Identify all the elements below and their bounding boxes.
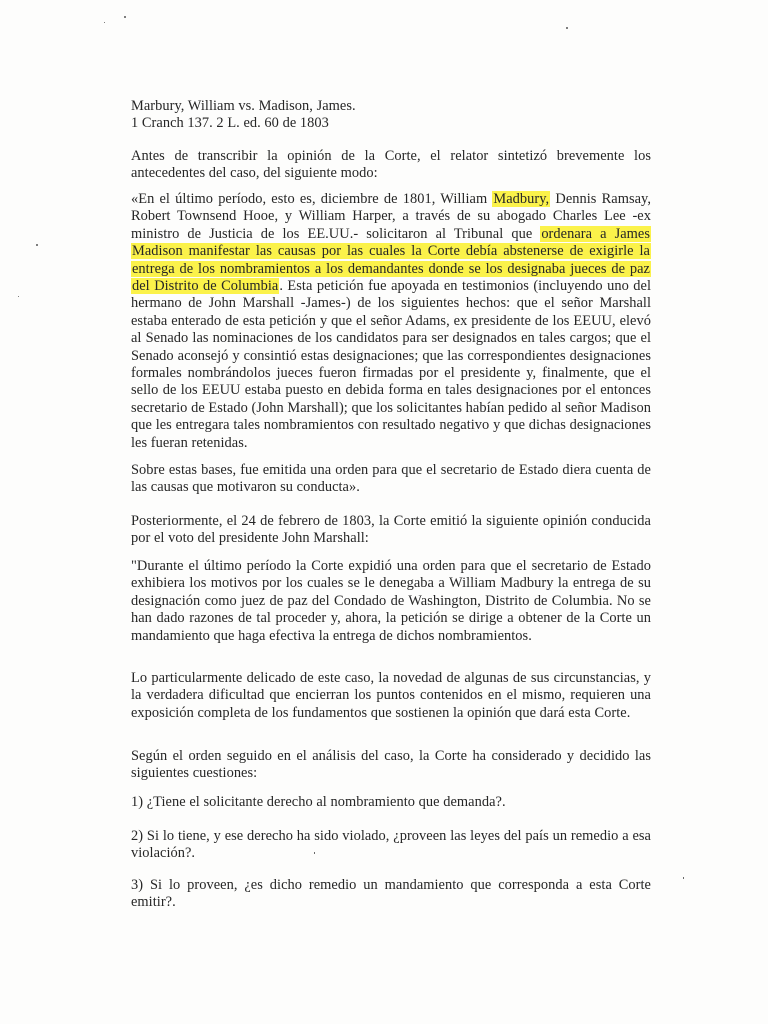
question-3: 3) Si lo proveen, ¿es dicho remedio un mandamiento que corresponda a esta Corte emitir?.: [131, 877, 651, 911]
quote-paragraph: [131, 191, 651, 452]
case-citation: 1 Cranch 137. 2 L. ed. 60 de 1803: [131, 115, 329, 132]
quote-text-2: Dennis Ramsay, Robert Townsend Hooe, y William Harper, a través de su abogado Charles Lee -ex ministro de Justicia de los EE.UU.- solicitaron al Tribunal que: [131, 191, 651, 242]
delicado-paragraph: Lo particularmente delicado de este caso, la novedad de algunas de sus circunstancias, y la verdadera dificultad que encierran los puntos contenidos en el mismo, requieren una exposición completa de los fundamentos que sostienen la opinión que dará esta Corte.: [131, 670, 651, 721]
intro-paragraph: Antes de transcribir la opinión de la Corte, el relator sintetizó brevemente los antecedentes del caso, del siguiente modo:: [131, 148, 651, 182]
question-2: 2) Si lo tiene, y ese derecho ha sido violado, ¿proveen las leyes del país un remedio a esa violación?.: [131, 828, 651, 862]
scan-speck: [683, 877, 684, 879]
bases-paragraph: Sobre estas bases, fue emitida una orden para que el secretario de Estado diera cuenta de las causas que motivaron su conducta».: [131, 462, 651, 496]
scan-speck: [104, 22, 105, 23]
opinion-paragraph: "Durante el último período la Corte expidió una orden para que el secretario de Estado exhibiera los motivos por los cuales se le denegaba a William Madbury la entrega de su designación como juez de paz del Condado de Washington, Distrito de Columbia. No se han dado razones de tal proceder y, ahora, la petición se dirige a obtener de la Corte un mandamiento que haga efectiva la entrega de dichos nombramientos.: [131, 558, 651, 644]
highlight-order: ordenara a James Madison manifestar las causas por las cuales la Corte debía abstenerse de exigirle la entrega de los nombramientos a los demandantes donde se los designaba jueces de paz del Distrito de Columbia: [132, 225, 650, 295]
scan-speck: [124, 16, 126, 18]
posterior-paragraph: Posteriormente, el 24 de febrero de 1803, la Corte emitió la siguiente opinión conducida por el voto del presidente John Marshall:: [131, 513, 651, 547]
case-title: Marbury, William vs. Madison, James.: [131, 98, 356, 114]
scan-speck: [566, 27, 568, 29]
highlight-madbury: Madbury,: [493, 191, 550, 207]
scan-speck: [36, 244, 38, 246]
scan-speck: [18, 296, 19, 297]
quote-text-1: «En el último período, esto es, diciembre de 1801, William: [131, 191, 493, 207]
question-1: 1) ¿Tiene el solicitante derecho al nombramiento que demanda?.: [131, 794, 506, 810]
segun-paragraph: Según el orden seguido en el análisis del caso, la Corte ha considerado y decidido las siguientes cuestiones:: [131, 748, 651, 782]
quote-text-3: . Esta petición fue apoyada en testimonios (incluyendo uno del hermano de John Marshall -James-) de los siguientes hechos: que el señor Marshall estaba enterado de esta petición y que el señor Adams, ex presidente de los EEUU, elevó al Senado las nominaciones de los candidatos para ser designados en tales cargos; que el Senado aconsejó y consintió estas designaciones; que las correspondientes designaciones formales nombrándolos jueces fueron firmadas por el presidente y, finalmente, que el sello de los EEUU estaba puesto en debida forma en tales designaciones por el entonces secretario de Estado (John Marshall); que los solicitantes habían pedido al señor Madison que les entregara tales nombramientos con resultado negativo y que dichas designaciones les fueran retenidas.: [131, 278, 651, 451]
case-reference: [131, 98, 651, 133]
